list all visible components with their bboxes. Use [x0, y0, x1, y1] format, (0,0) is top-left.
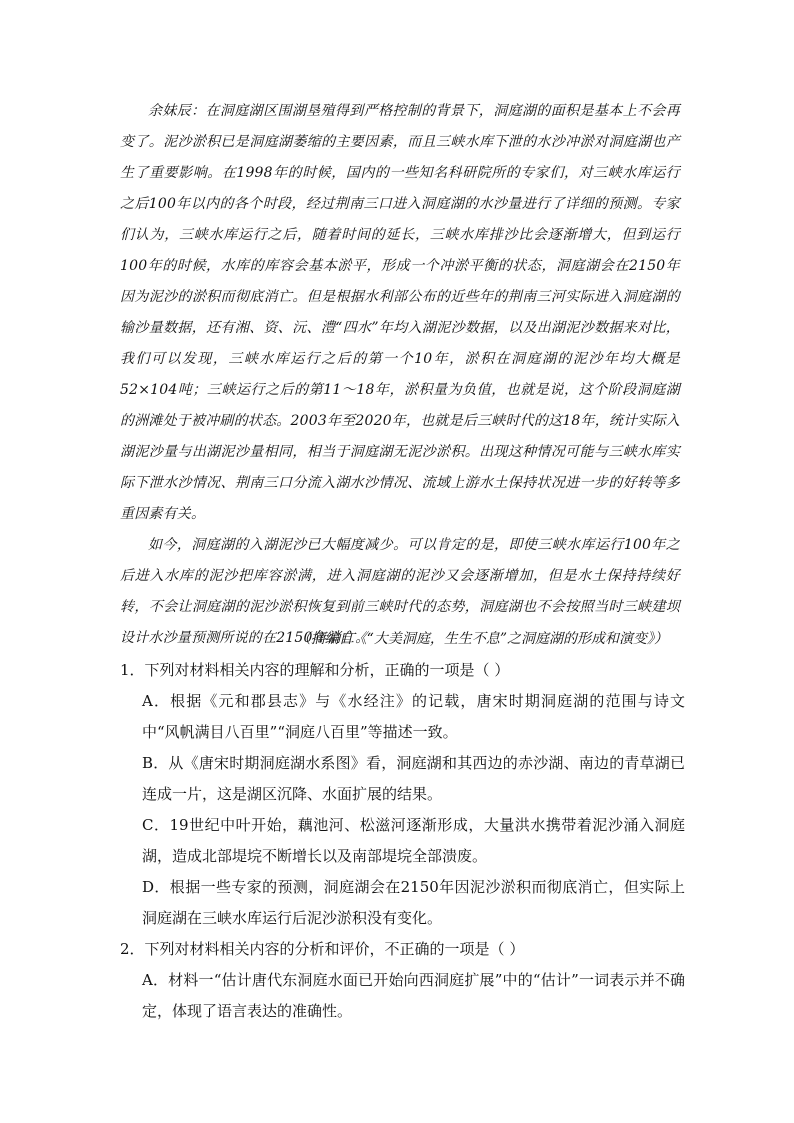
- material-paragraph: 如今，洞庭湖的入湖泥沙已大幅度减少。可以肯定的是，即使三峡水库运行100年之后进入水库的泥沙把库容淤满，进入洞庭湖的泥沙又会逐渐增加，但是水土保持持续好转，不会让洞庭湖的泥沙淤积恢复到前三峡时代的态势，洞庭湖也不会按照当时三峡建坝设计水沙量预测所说的在2150年消亡。: [120, 537, 680, 646]
- option-b: B．从《唐宋时期洞庭湖水系图》看，洞庭湖和其西边的赤沙湖、南边的青草湖已连成一片，这是湖区沉降、水面扩展的结果。: [142, 754, 685, 803]
- question-1: [120, 655, 685, 934]
- question-2: [120, 934, 685, 1027]
- option-d: D．根据一些专家的预测，洞庭湖会在2150年因泥沙淤积而彻底消亡，但实际上洞庭湖在三峡水库运行后泥沙淤积没有变化。: [142, 878, 685, 927]
- question-list: [120, 655, 685, 1027]
- question-stem: 2．下列对材料相关内容的分析和评价，不正确的一项是（ ）: [120, 940, 525, 958]
- question-stem: 1．下列对材料相关内容的理解和分析，正确的一项是（ ）: [120, 661, 510, 679]
- option-a: A．材料一“估计唐代东洞庭水面已开始向西洞庭扩展”中的“估计”一词表示并不确定，体现了语言表达的准确性。: [142, 971, 685, 1020]
- option-a: A．根据《元和郡县志》与《水经注》的记载，唐宋时期洞庭湖的范围与诗文中“风帆满目八百里”“洞庭八百里”等描述一致。: [142, 692, 685, 741]
- material-source: （摘编自《“大美洞庭，生生不息”之洞庭湖的形成和演变》）: [296, 631, 668, 647]
- reading-material: [120, 96, 680, 654]
- option-c: C．19世纪中叶开始，藕池河、松滋河逐渐形成，大量洪水携带着泥沙涌入洞庭湖，造成北部堤垸不断增长以及南部堤垸全部溃废。: [142, 816, 685, 865]
- material-paragraph: 余妹辰：在洞庭湖区围湖垦殖得到严格控制的背景下，洞庭湖的面积是基本上不会再变了。泥沙淤积已是洞庭湖萎缩的主要因素，而且三峡水库下泄的水沙冲淤对洞庭湖也产生了重要影响。在1998年的时候，国内的一些知名科研院所的专家们，对三峡水库运行之后100年以内的各个时段，经过荆南三口进入洞庭湖的水沙量进行了详细的预测。专家们认为，三峡水库运行之后，随着时间的延长，三峡水库排沙比会逐渐增大，但到运行100年的时候，水库的库容会基本淤平，形成一个冲淤平衡的状态，洞庭湖会在2150年因为泥沙的淤积而彻底消亡。但是根据水利部公布的近些年的荆南三河实际进入洞庭湖的输沙量数据，还有湘、资、沅、澧“四水”年均入湖泥沙数据，以及出湖泥沙数据来对比，我们可以发现，三峡水库运行之后的第一个10年，淤积在洞庭湖的泥沙年均大概是52×104吨；三峡运行之后的第11～18年，淤积量为负值，也就是说，这个阶段洞庭湖的洲滩处于被冲刷的状态。2003年至2020年，也就是后三峡时代的这18年，统计实际入湖泥沙量与出湖泥沙量相同，相当于洞庭湖无泥沙淤积。出现这种情况可能与三峡水库实际下泄水沙情况、荆南三口分流入湖水沙情况、流域上游水土保持状况进一步的好转等多重因素有关。: [120, 103, 680, 522]
